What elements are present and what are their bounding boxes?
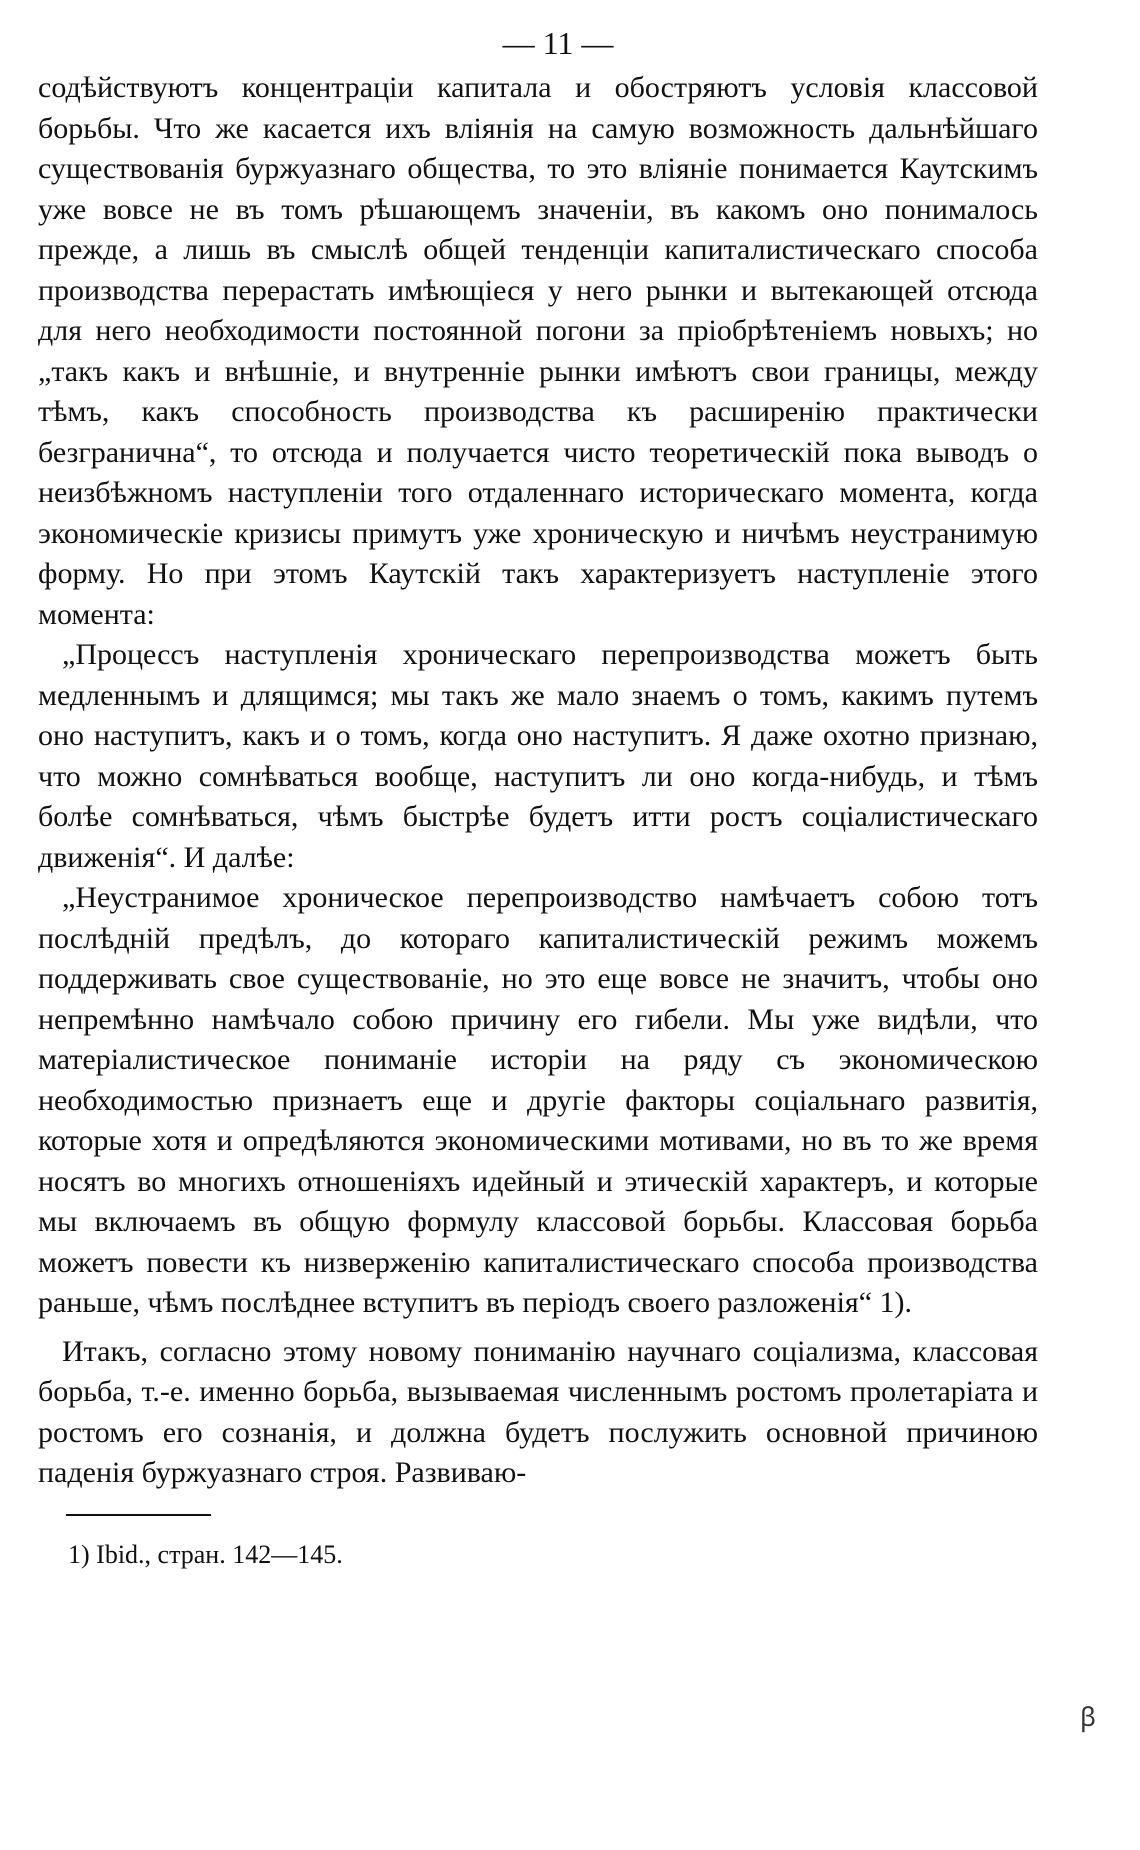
paragraph-2: Итакъ, согласно этому новому пониманію научнаго соціализма, классовая борьба, т.-е. именно борьба, вызываемая численнымъ ростомъ пролетаріата и ростомъ его сознанія, и должна будетъ послужить основной причиною паденія буржуазнаго строя. Развиваю- — [38, 1334, 1038, 1489]
quote-paragraph-1: „Процессъ наступленія хроническаго перепроизводства можетъ быть медленнымъ и длящимся; мы такъ же мало знаемъ о томъ, какимъ путемъ оно наступитъ, какъ и о томъ, когда оно наступитъ. Я даже охотно признаю, что можно сомнѣваться вообще, наступитъ ли оно когда-нибудь, и тѣмъ болѣе сомнѣваться, чѣмъ быстрѣе будетъ итти ростъ соціалистическаго движенія“. И далѣе: — [38, 638, 1038, 874]
main-text — [38, 68, 1038, 1494]
book-page — [38, 18, 1038, 1572]
footnote: 1) Ibid., стран. 142—145. — [68, 1539, 343, 1569]
page-number: — 11 — — [502, 25, 614, 61]
quote-paragraph-2: „Неустранимое хроническое перепроизводство намѣчаетъ собою тотъ послѣдній предѣлъ, до котораго капиталистическій режимъ можемъ поддерживать свое существованіе, но это еще вовсе не значитъ, чтобы оно непремѣнно намѣчало собою причину его гибели. Мы уже видѣли, что матеріалистическое пониманіе исторіи на ряду съ экономическою необходимостью признаетъ еще и другіе факторы соціальнаго развитія, которые хотя и опредѣляются экономическими мотивами, но въ то же время носятъ во многихъ отношеніяхъ идейный и этическій характеръ, и которые мы включаемъ въ общую формулу классовой борьбы. Классовая борьба можетъ повести къ низверженію капиталистическаго способа производства раньше, чѣмъ послѣднее вступитъ въ періодъ своего разложенія“ 1). — [38, 881, 1038, 1319]
paragraph-1: содѣйствуютъ концентраціи капитала и обостряютъ условія классовой борьбы. Что же касается ихъ вліянія на самую возможность дальнѣйшаго существованія буржуазнаго общества, то это вліяніе понимается Каутскимъ уже вовсе не въ томъ рѣшающемъ значеніи, въ какомъ оно понималось прежде, а лишь въ смыслѣ общей тенденціи капиталистическаго способа производства перерастать имѣющіеся у него рынки и вытекающей отсюда для него необходимости постоянной погони за пріобрѣтеніемъ новыхъ; но „такъ какъ и внѣшніе, и внутренніе рынки имѣютъ свои границы, между тѣмъ, какъ способность производства къ расширенію практически безгранична“, то отсюда и получается чисто теоретическій пока выводъ о неизбѣжномъ наступленіи того отдаленнаго историческаго момента, когда экономическіе кризисы примутъ уже хроническую и ничѣмъ неустранимую форму. Но при этомъ Каутскій такъ характеризуетъ наступленіе этого момента: — [38, 71, 1038, 631]
ink-mark: ꞵ — [1080, 1703, 1097, 1732]
footnote-divider — [66, 1514, 211, 1516]
